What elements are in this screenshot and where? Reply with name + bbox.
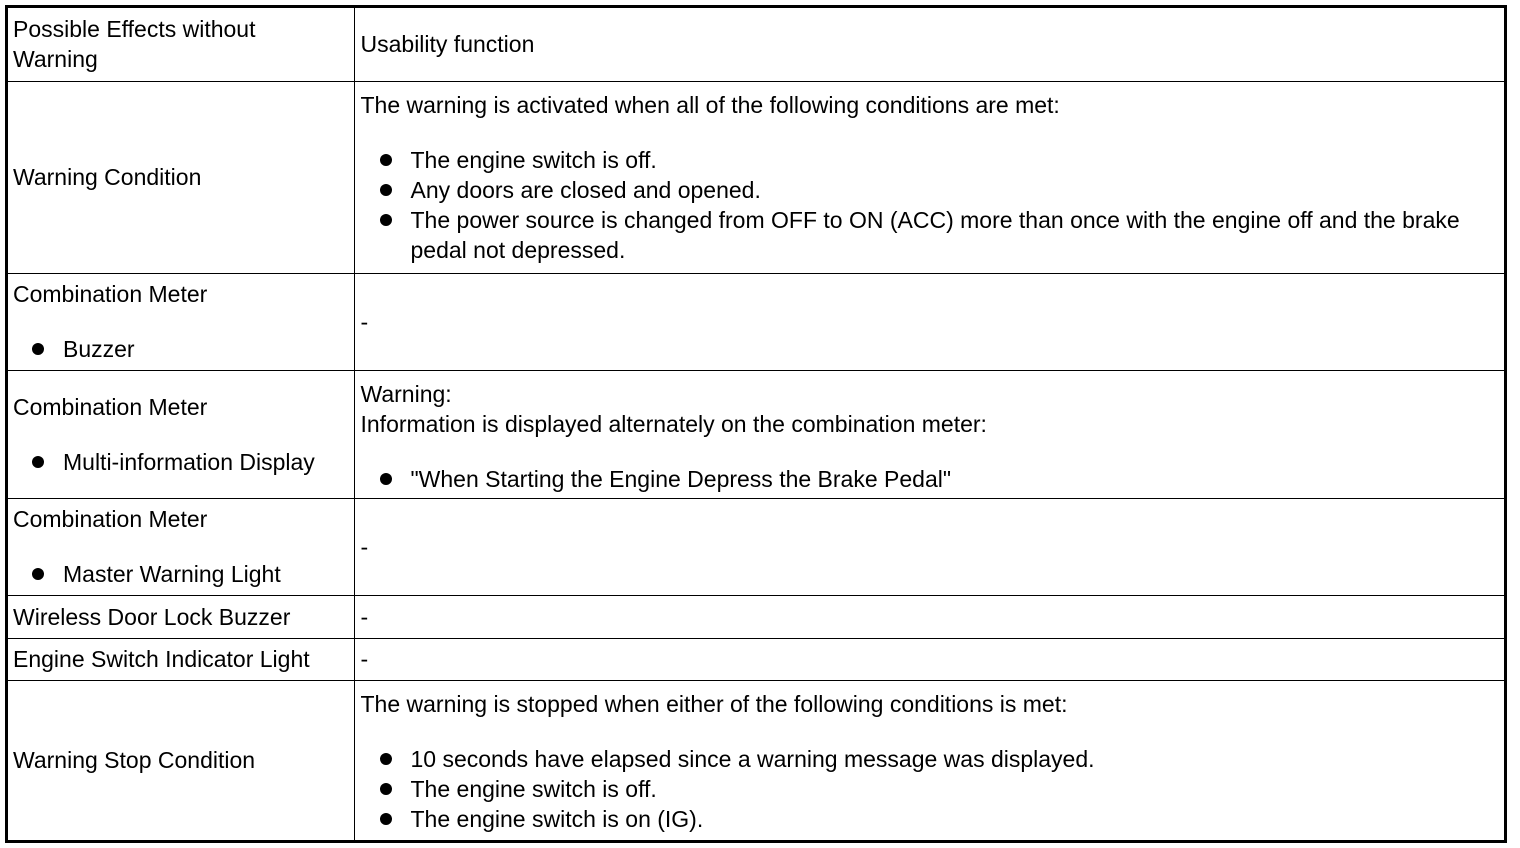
warning-spec-sheet <box>5 5 1507 843</box>
list-item: "When Starting the Engine Depress the Brake Pedal" <box>361 464 1499 494</box>
list-item: The engine switch is off. <box>361 774 1499 804</box>
row-label: Wireless Door Lock Buzzer <box>8 595 354 638</box>
warning-spec-table <box>8 8 1504 840</box>
row-label: Warning Condition <box>8 81 354 273</box>
table-row <box>8 8 1504 81</box>
label-sublist <box>13 447 348 477</box>
row-label-title: Combination Meter <box>13 506 208 532</box>
row-value: - <box>354 638 1504 680</box>
stop-condition-list <box>361 744 1499 834</box>
row-label <box>8 370 354 498</box>
row-label: Engine Switch Indicator Light <box>8 638 354 680</box>
table-row <box>8 680 1504 840</box>
list-item: Buzzer <box>13 334 348 364</box>
warning-heading: Warning: <box>360 380 452 407</box>
row-label: Warning Stop Condition <box>8 680 354 840</box>
stop-condition-intro: The warning is stopped when either of the following conditions is met: <box>360 690 1068 717</box>
condition-intro: The warning is activated when all of the following conditions are met: <box>360 91 1060 118</box>
list-item: The power source is changed from OFF to ON (ACC) more than once with the engine off and the brake pedal not depressed. <box>361 205 1499 265</box>
condition-list <box>361 145 1499 265</box>
row-label <box>8 498 354 595</box>
table-row <box>8 498 1504 595</box>
message-list <box>361 464 1499 494</box>
label-sublist <box>13 559 348 589</box>
row-value: - <box>354 273 1504 370</box>
list-item: The engine switch is off. <box>361 145 1499 175</box>
row-value: - <box>354 595 1504 638</box>
label-sublist <box>13 334 348 364</box>
list-item: Multi-information Display <box>13 447 348 477</box>
row-value <box>354 680 1504 840</box>
list-item: 10 seconds have elapsed since a warning message was displayed. <box>361 744 1499 774</box>
row-label-title: Combination Meter <box>13 393 208 420</box>
table-row <box>8 370 1504 498</box>
list-item: The engine switch is on (IG). <box>361 804 1499 834</box>
warning-description: Information is displayed alternately on the combination meter: <box>360 410 987 437</box>
table-row <box>8 595 1504 638</box>
row-value <box>354 81 1504 273</box>
row-label-title: Combination Meter <box>13 281 208 307</box>
table-row <box>8 638 1504 680</box>
list-item: Any doors are closed and opened. <box>361 175 1499 205</box>
row-label: Possible Effects without Warning <box>8 8 354 81</box>
list-item: Master Warning Light <box>13 559 348 589</box>
row-label <box>8 273 354 370</box>
row-value <box>354 370 1504 498</box>
table-row <box>8 81 1504 273</box>
row-value: Usability function <box>354 8 1504 81</box>
table-row <box>8 273 1504 370</box>
row-value: - <box>354 498 1504 595</box>
